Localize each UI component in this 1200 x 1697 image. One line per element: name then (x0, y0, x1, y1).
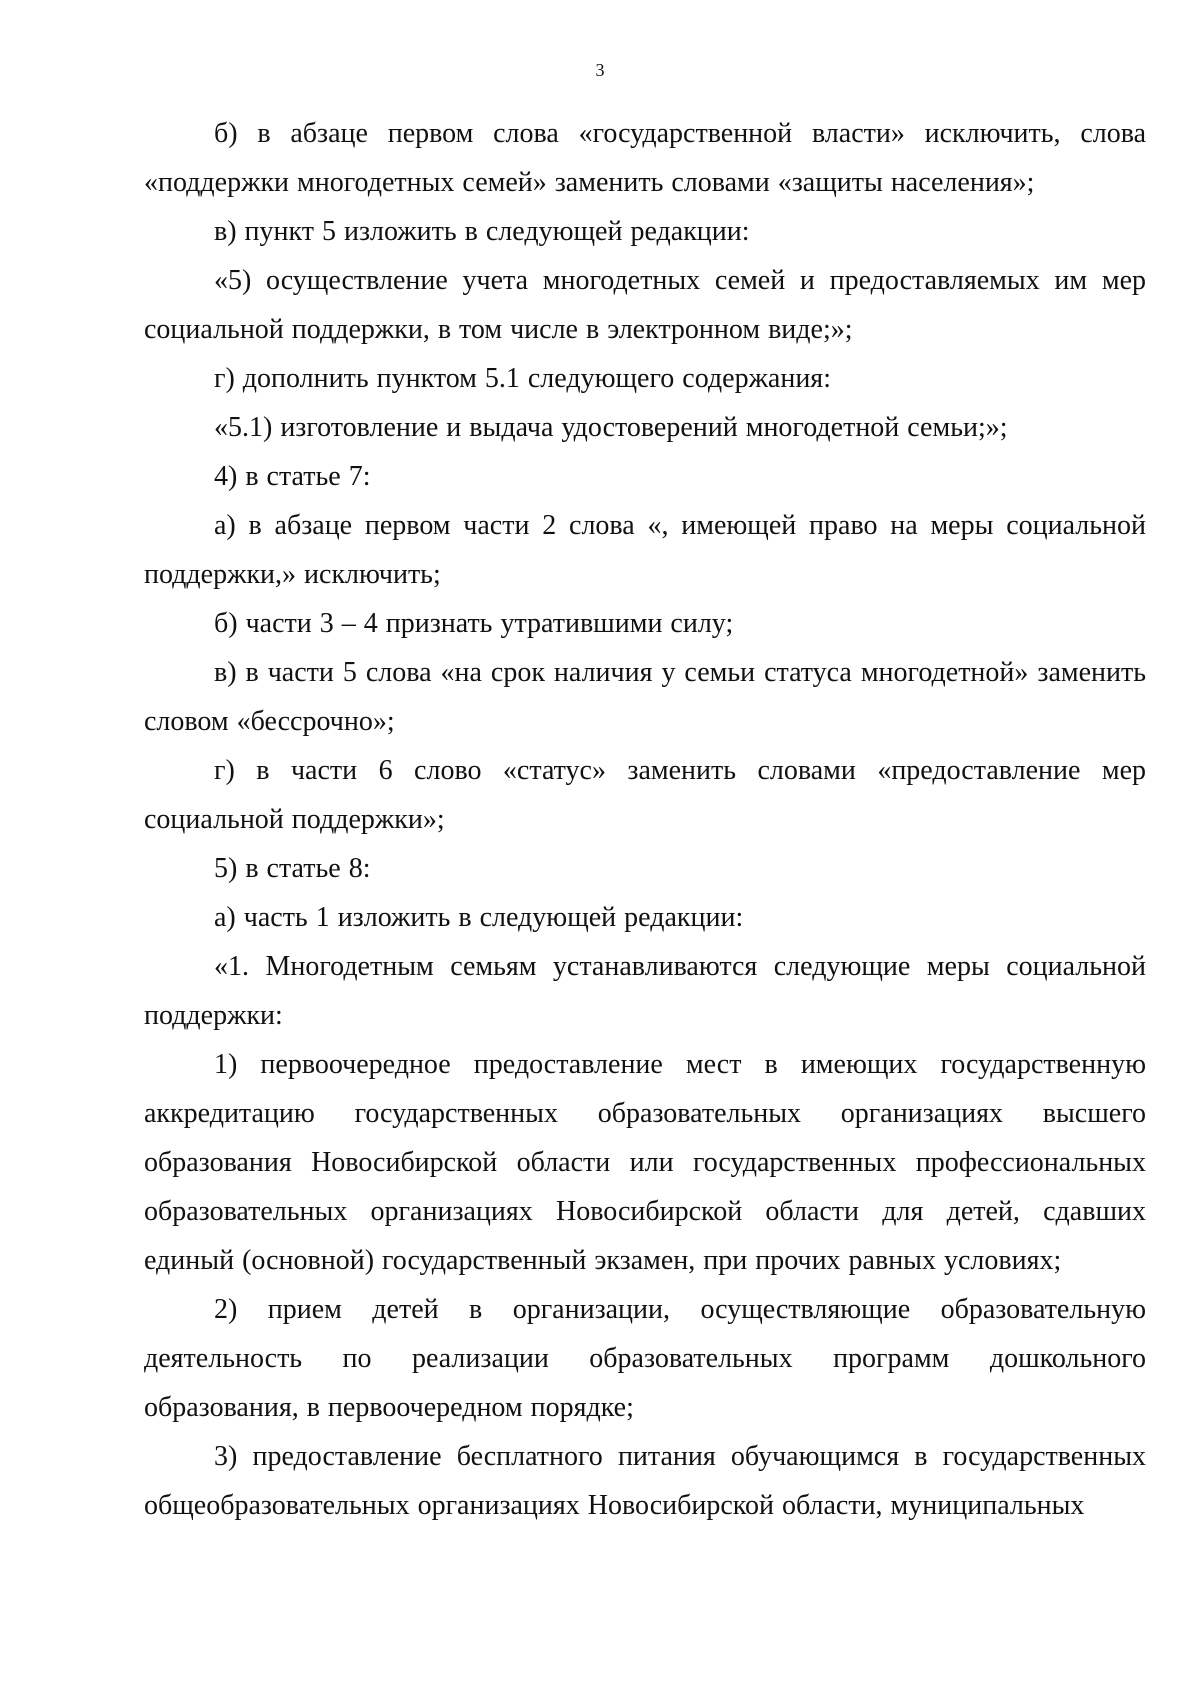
paragraph: г) в части 6 слово «статус» заменить словами «предоставление мер социальной поддержки»; (144, 755, 1146, 835)
paragraph: а) в абзаце первом части 2 слова «, имеющей право на меры социальной поддержки,» исключить; (144, 510, 1146, 590)
paragraph: 4) в статье 7: (214, 461, 371, 492)
paragraph: б) в абзаце первом слова «государственной власти» исключить, слова «поддержки многодетных семей» заменить словами «защиты населения»; (144, 118, 1146, 198)
paragraph: «1. Многодетным семьям устанавливаются следующие меры социальной поддержки: (144, 951, 1146, 1031)
paragraph: 5) в статье 8: (214, 853, 371, 884)
paragraph: в) в части 5 слова «на срок наличия у семьи статуса многодетной» заменить словом «бессрочно»; (144, 657, 1146, 737)
paragraph: г) дополнить пунктом 5.1 следующего содержания: (214, 363, 831, 394)
paragraph: 1) первоочередное предоставление мест в имеющих государственную аккредитацию государственных образовательных организациях высшего образования Новосибирской области или государственных профессиональных образовательных организациях Новосибирской области для детей, сдавших единый (основной) государственный экзамен, при прочих равных условиях; (144, 1049, 1146, 1276)
document-body (144, 109, 1146, 1530)
paragraph: 2) прием детей в организации, осуществляющие образовательную деятельность по реализации образовательных программ дошкольного образования, в первоочередном порядке; (144, 1294, 1146, 1423)
paragraph: 3) предоставление бесплатного питания обучающимся в государственных общеобразовательных организациях Новосибирской области, муниципальных (144, 1441, 1146, 1521)
paragraph: в) пункт 5 изложить в следующей редакции: (214, 216, 750, 247)
page-number: 3 (595, 60, 605, 80)
paragraph: б) части 3 – 4 признать утратившими силу; (214, 608, 734, 639)
paragraph: «5) осуществление учета многодетных семей и предоставляемых им мер социальной поддержки, в том числе в электронном виде;»; (144, 265, 1146, 345)
paragraph: «5.1) изготовление и выдача удостоверений многодетной семьи;»; (214, 412, 1008, 443)
paragraph: а) часть 1 изложить в следующей редакции: (214, 902, 744, 933)
